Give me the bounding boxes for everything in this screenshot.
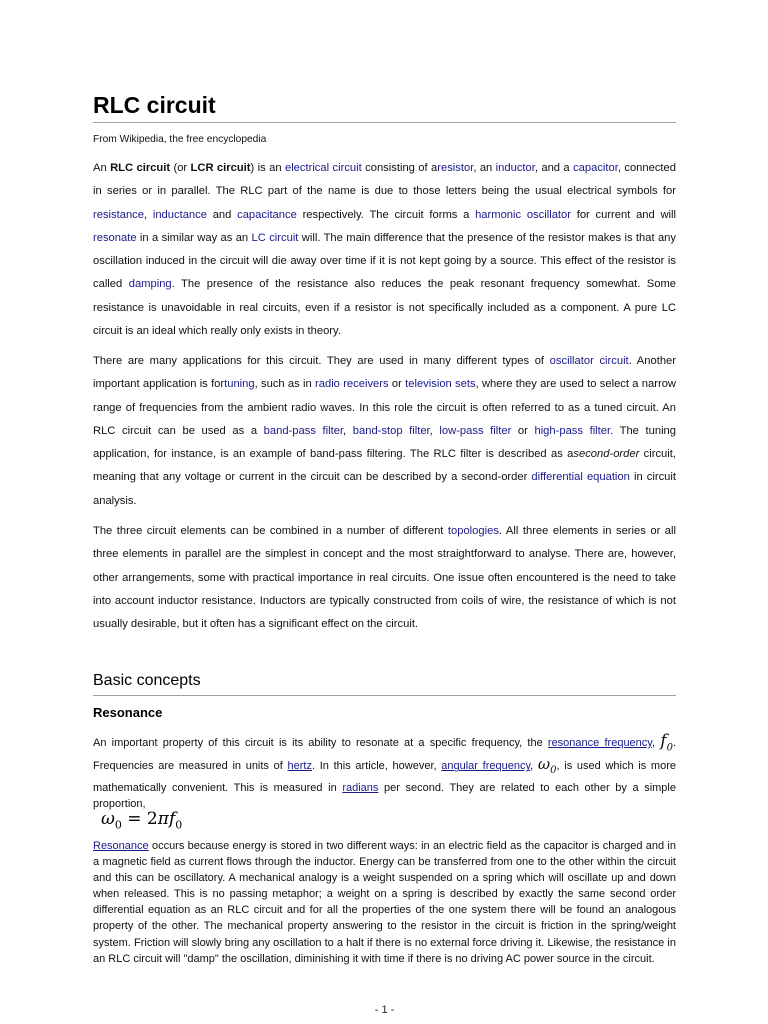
wiki-link[interactable]: LC circuit [251,231,299,244]
wiki-link[interactable]: Resonance [93,840,149,852]
resonance-equation: $\omega_0 = 2\pi f_0$ [101,809,183,832]
intro-paragraph-3: The three circuit elements can be combined in a number of different topologies. All three elements in series or all three elements in parallel are the simplest in concept and the most straightforward to analyse. There are, however, other arrangements, some with practical importance in real circuits. One issue often encountered is the need to take into account inductor resistance. Inductors are typically constructed from coils of wire, the resistance of which is not usually desirable, but it often has a significant effect on the circuit. [93,525,676,631]
wiki-link[interactable]: resonate [93,231,137,244]
wiki-link[interactable]: capacitor [573,162,618,174]
subsection-heading: Resonance [93,705,163,720]
wiki-link[interactable]: resistor [437,162,474,174]
resonance-paragraph-2: Resonance occurs because energy is stored in two different ways: in an electric field as the capacitor is charged and in a magnetic field as current flows through the inductor. Energy can be transferred from one to the other within the circuit and this can be oscillatory. A mechanical analogy is a weight suspended on a spring which will oscillate up and down when released. This is no passing metaphor; a weight on a spring is described by exactly the same second order differential equation as an RLC circuit and for all the properties of the one system there will be found an analogous property of the other. The mechanical property answering to the resistor in the circuit is friction in the spring/weight system. Friction will slowly bring any oscillation to a halt if there is no external force driving it. Likewise, the resistance in an RLC circuit will "damp" the oscillation, diminishing it with time if there is no driving AC power source in the circuit. [93,840,676,965]
wiki-link[interactable]: radio receivers [315,378,389,391]
omega0-symbol: $\omega_0$ [537,755,557,777]
wiki-link[interactable]: resistance [93,208,144,221]
section-heading: Basic concepts [93,672,201,689]
wiki-link[interactable]: band-pass filter [263,424,344,437]
wiki-link[interactable]: harmonic oscillator [475,208,571,221]
intro-paragraph-1: An RLC circuit (or LCR circuit) is an electrical circuit consisting of aresistor, an inductor, and a capacitor, connected in series or in parallel. The RLC part of the name is due to those letters being the usual electrical symbols for resistance, inductance and capacitance respectively. The circuit forms a harmonic oscillator for current and will resonate in a similar way as an LC circuit will. The main difference that the presence of the resistor makes is that any oscillation induced in the circuit will die away over time if it is not kept going by a source. This effect of the resistor is called damping. The presence of the resistance also reduces the peak resonant frequency somewhat. Some resistance is unavoidable in real circuits, even if a resistor is not specifically included as a component. A pure LC circuit is an ideal which really only exists in theory. [93,162,677,338]
italic-term: second-order [573,448,640,461]
page-title: RLC circuit [93,92,216,118]
intro-paragraph-2: There are many applications for this circuit. They are used in many different types of oscillator circuit. Another important application is fortuning, such as in radio receivers or television sets, where they are used to select a narrow range of frequencies from the ambient radio waves. In this role the circuit is often referred to as a tuned circuit. An RLC circuit can be used as a band-pass filter, band-stop filter, low-pass filter or high-pass filter. The tuning application, for instance, is an example of band-pass filtering. The RLC filter is described as asecond-order circuit, meaning that any voltage or current in the circuit can be described by a second-order differential equation in circuit analysis. [93,355,677,507]
wiki-link[interactable]: differential equation [531,471,630,484]
wiki-link[interactable]: radians [342,781,379,794]
f0-symbol: $f_0$ [660,731,673,754]
wiki-link[interactable]: oscillator circuit [549,355,629,367]
section-divider [93,695,676,696]
wiki-link[interactable]: inductance [152,208,207,221]
title-divider [93,122,676,123]
wiki-link[interactable]: high-pass filter [534,424,611,437]
wiki-link[interactable]: electrical circuit [284,162,362,174]
wiki-link[interactable]: tuning [224,378,255,391]
bold-term: LCR circuit [190,162,251,174]
wiki-link[interactable]: hertz [287,760,312,773]
resonance-paragraph-1: An important property of this circuit is its ability to resonate at a specific frequency, the resonance frequency, $f_0$. Frequencies are measured in units of hertz. In this article, however, angular frequency, $\omega_0$, is used which is more mathematically convenient. This is measured in radians per second. They are related to each other by a simple proportion, [93,731,676,810]
wiki-link[interactable]: band-stop filter [352,424,430,437]
wiki-link[interactable]: resonance frequency [547,737,652,749]
wiki-link[interactable]: topologies [447,525,499,537]
wiki-link[interactable]: inductor [495,162,535,174]
bold-term: RLC circuit [110,162,171,174]
wiki-link[interactable]: angular frequency [441,760,531,773]
page-number: - 1 - [374,1004,395,1016]
wiki-link[interactable]: damping [128,278,172,291]
wiki-link[interactable]: capacitance [237,208,297,221]
wiki-link[interactable]: low-pass filter [439,424,512,437]
wiki-link[interactable]: television sets [405,378,476,391]
page-subtitle: From Wikipedia, the free encyclopedia [93,134,267,145]
